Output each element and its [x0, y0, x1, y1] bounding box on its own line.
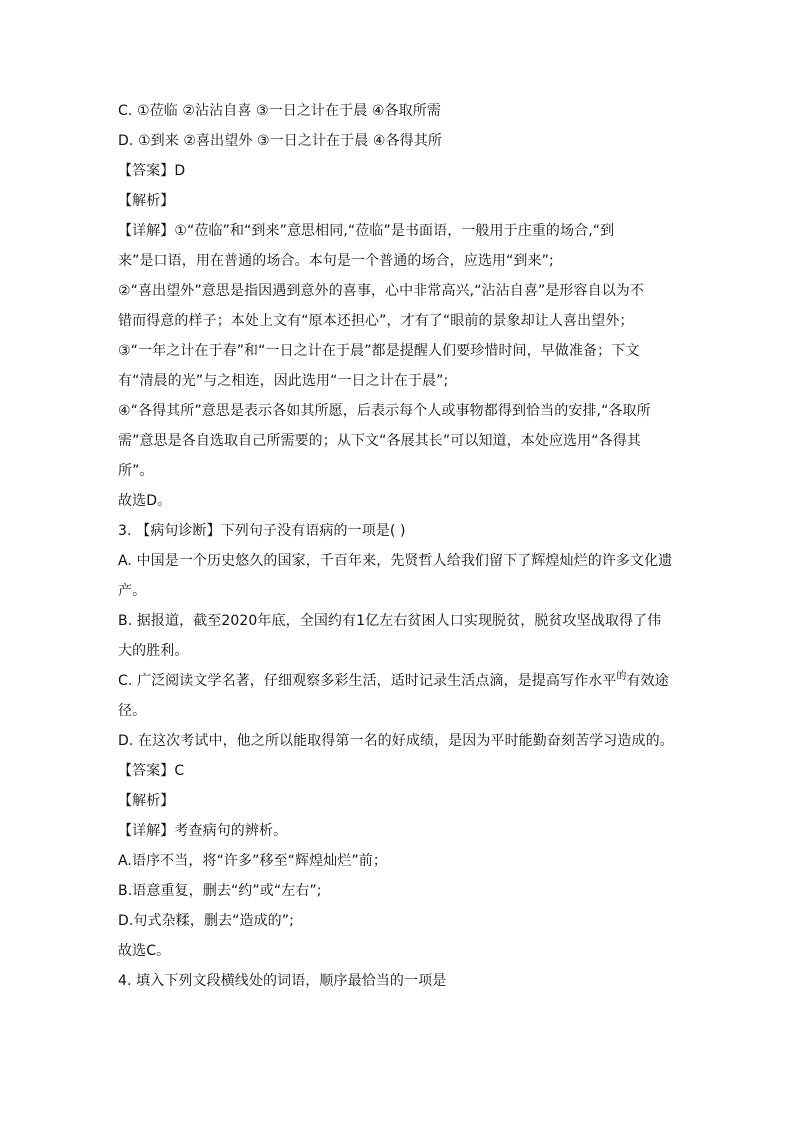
option-c-line: 径。: [118, 703, 147, 719]
question-title: 3. 【病句诊断】下列句子没有语病的一项是( ): [118, 523, 406, 539]
option-c: C. ①莅临 ②沾沾自喜 ③一日之计在于晨 ④各取所需: [118, 103, 441, 119]
option-a-line: 产。: [118, 583, 147, 599]
detail-line: 【详解】①“莅临”和“到来”意思相同,“莅临”是书面语，一般用于庄重的场合,“到: [118, 223, 615, 239]
detail-line: 错而得意的样子；本处上文有“原本还担心”，才有了“眼前的景象却让人喜出望外；: [118, 313, 634, 329]
detail-line: 【详解】考查病句的辨析。: [118, 823, 288, 839]
answer: 【答案】D: [118, 163, 186, 179]
analysis-heading: 【解析】: [118, 193, 175, 209]
answer: 【答案】C: [118, 763, 185, 779]
conclusion: 故选D。: [118, 493, 172, 509]
option-d-line: D. 在这次考试中，他之所以能取得第一名的好成绩，是因为平时能勤奋刻苦学习造成的。: [118, 733, 674, 749]
option-d: D. ①到来 ②喜出望外 ③一日之计在于晨 ④各得其所: [118, 133, 442, 149]
option-c-text-end: 有效途: [626, 673, 669, 689]
detail-line: ②“喜出望外”意思是指因遇到意外的喜事，心中非常高兴,“沾沾自喜”是形容自以为不: [118, 283, 645, 299]
detail-line: A.语序不当，将“许多”移至“辉煌灿烂”前；: [118, 853, 387, 869]
option-b-line: B. 据报道，截至2020年底，全国约有1亿左右贫困人口实现脱贫，脱贫攻坚战取得了伟: [118, 613, 662, 629]
detail-line: 有“清晨的光”与之相连，因此选用“一日之计在于晨”;: [118, 373, 449, 389]
conclusion: 故选C。: [118, 943, 171, 959]
analysis-detail: [118, 216, 678, 486]
question-title: 4. 填入下列文段横线处的词语，顺序最恰当的一项是: [118, 973, 447, 989]
document-page: [118, 96, 678, 996]
detail-line: 来”是口语，用在普通的场合。本句是一个普通的场合，应选用“到来”;: [118, 253, 554, 269]
option-a-line: A. 中国是一个历史悠久的国家，千百年来，先贤哲人给我们留下了辉煌灿烂的许多文化遗: [118, 553, 673, 569]
option-c-text: C. 广泛阅读文学名著，仔细观察多彩生活，适时记录生活点滴，是提高写作水平: [118, 673, 617, 689]
detail-line: B.语意重复，删去“约”或“左右”;: [118, 883, 322, 899]
detail-line: D.句式杂糅，删去“造成的”;: [118, 913, 294, 929]
detail-line: ③“一年之计在于春”和“一日之计在于晨”都是提醒人们要珍惜时间，早做准备；下文: [118, 343, 640, 359]
detail-line: ④“各得其所”意思是表示各如其所愿，后表示每个人或事物都得到恰当的安排,“各取所: [118, 403, 651, 419]
analysis-heading: 【解析】: [118, 793, 175, 809]
option-c-line: [118, 666, 678, 696]
detail-line: 需”意思是各自选取自己所需要的；从下文“各展其长”可以知道，本处应选用“各得其: [118, 433, 641, 449]
option-b-line: 大的胜利。: [118, 643, 189, 659]
detail-line: 所”。: [118, 463, 154, 479]
superscript-char: 的: [616, 671, 627, 682]
